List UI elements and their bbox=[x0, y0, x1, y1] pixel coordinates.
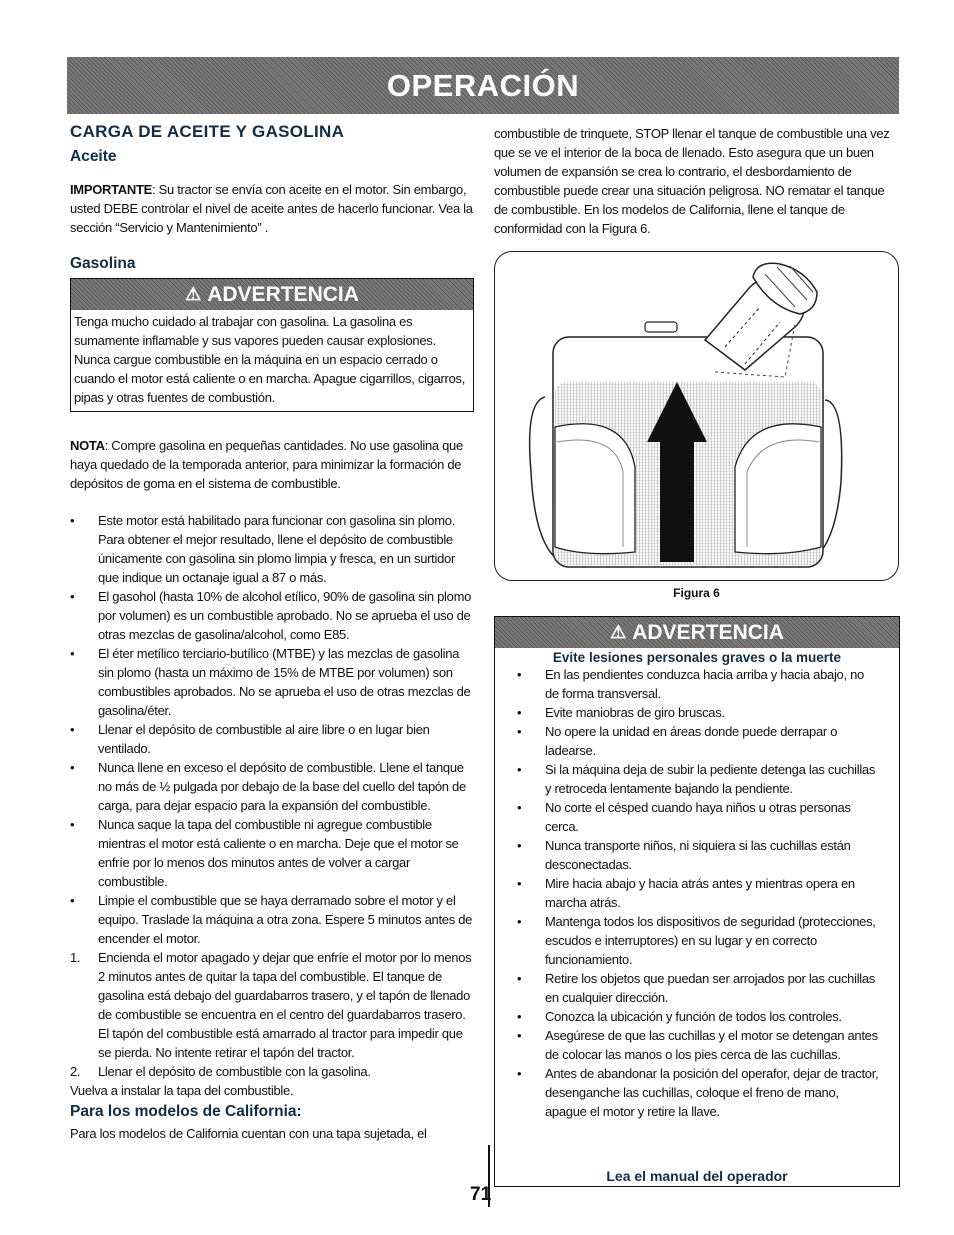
list-item: • Llenar el depósito de combustible al aire libre o en lugar bien ventilado. bbox=[70, 722, 430, 756]
list-item: • Asegúrese de que las cuchillas y el motor se detengan antes de colocar las manos o los pies cerca de las cuchillas. bbox=[517, 1028, 878, 1062]
nota-text: : Compre gasolina en pequeñas cantidades. No use gasolina que haya quedado de la temporada anterior, para minimizar la formación de depósitos de goma en el sistema de combustible. bbox=[70, 438, 463, 491]
warning-box-slopes bbox=[494, 616, 900, 1187]
nota-label: NOTA bbox=[70, 438, 105, 453]
aceite-title: Aceite bbox=[70, 148, 117, 165]
list-item: • No opere la unidad en áreas donde puede derrapar o ladearse. bbox=[517, 724, 838, 758]
importante-label: IMPORTANTE bbox=[70, 182, 152, 197]
list-item: • Retire los objetos que puedan ser arrojados por las cuchillas en cualquier dirección. bbox=[517, 971, 876, 1005]
section-title: CARGA DE ACEITE Y GASOLINA bbox=[70, 122, 345, 141]
warning-box-gasolina bbox=[70, 278, 474, 412]
fuel-tank-figure bbox=[494, 251, 899, 581]
warning-list bbox=[495, 665, 899, 1121]
list-item: • Antes de abandonar la posición del operafor, dejar de tractor, desenganche las cuchillas, coloque el freno de mano, apague el motor y retire la llave. bbox=[517, 1066, 879, 1119]
list-item: • Si la máquina deja de subir la pediente detenga las cuchillas y retroceda lentamente bajando la pendiente. bbox=[517, 762, 876, 796]
california-text: Para los modelos de California cuentan con una tapa sujetada, el bbox=[70, 1126, 427, 1141]
right-column bbox=[494, 124, 899, 238]
warning-label: ADVERTENCIA bbox=[632, 620, 784, 644]
warning-footer: Lea el manual del operador bbox=[606, 1168, 788, 1184]
warning-header bbox=[495, 617, 899, 648]
list-item: • El éter metílico terciario-butílico (MTBE) y las mezclas de gasolina sin plomo (hasta un máximo de 15% de MTBE por volumen) son combustibles aprobados. No se aprueba el uso de otras mezclas de gasolina/éter. bbox=[70, 646, 471, 718]
list-item: • Mantenga todos los dispositivos de seguridad (protecciones, escudos e interruptores) en su lugar y en correcto funcionamiento. bbox=[517, 914, 876, 967]
intro-paragraph: combustible de trinquete, STOP llenar el tanque de combustible una vez que se ve el interior de la boca de llenado. Esto asegura que un buen volumen de expansión se crea lo contrario, el desbordamiento de combustible puede crear una situación peligrosa. NO rematar el tanque de combustible. En los modelos de California, llene el tanque de conformidad con la Figura 6. bbox=[494, 126, 890, 236]
warning-icon: ⚠ bbox=[610, 622, 627, 642]
reinstall-text: Vuelva a instalar la tapa del combustible. bbox=[70, 1083, 294, 1098]
list-item: • Nunca saque la tapa del combustible ni agregue combustible mientras el motor está caliente o en marcha. Deje que el motor se enfríe por lo menos dos minutos antes de volver a cargar combustible. bbox=[70, 817, 459, 889]
list-item: • Limpie el combustible que se haya derramado sobre el motor y el equipo. Traslade la máquina a otra zona. Espere 5 minutos antes de encender el motor. bbox=[70, 893, 473, 946]
warning-header bbox=[71, 279, 473, 310]
nota-paragraph bbox=[70, 436, 475, 493]
page-number: 71 bbox=[470, 1184, 492, 1205]
list-item: • Nunca llene en exceso el depósito de combustible. Llene el tanque no más de ½ pulgada por debajo de la base del cuello del tapón de carga, para dejar espacio para la expansión del combustible. bbox=[70, 760, 466, 813]
warning-subhead: Evite lesiones personales graves o la muerte bbox=[552, 650, 842, 665]
importante-text: : Su tractor se envía con aceite en el motor. Sin embargo, usted DEBE controlar el nivel de aceite antes de hacerlo funcionar. Vea la sección “Servicio y Mantenimiento” . bbox=[70, 182, 473, 235]
gasoline-bullets bbox=[70, 511, 475, 1081]
left-column bbox=[70, 122, 475, 1143]
warning-label: ADVERTENCIA bbox=[207, 282, 359, 306]
fuel-tank-illustration bbox=[495, 252, 898, 580]
list-item: • Este motor está habilitado para funcionar con gasolina sin plomo. Para obtener el mejor resultado, llene el depósito de combustible únicamente con gasolina sin plomo limpia y fresca, en un surtidor que indique un octanaje igual a 87 o más. bbox=[70, 513, 455, 585]
page-title: OPERACIÓN bbox=[386, 67, 580, 103]
list-item: • Nunca transporte niños, ni siquiera si las cuchillas están desconectadas. bbox=[517, 838, 851, 872]
list-item: • No corte el césped cuando haya niños u otras personas cerca. bbox=[517, 800, 851, 834]
gasolina-title: Gasolina bbox=[70, 255, 136, 272]
step-item: 2. Llenar el depósito de combustible con la gasolina. bbox=[70, 1064, 371, 1079]
list-item: • Conozca la ubicación y función de todos los controles. bbox=[517, 1009, 842, 1024]
list-item: • Evite maniobras de giro bruscas. bbox=[517, 705, 725, 720]
list-item: • El gasohol (hasta 10% de alcohol etílico, 90% de gasolina sin plomo por volumen) es un combustible aprobado. No se aprueba el uso de otras mezclas de gasolina/alcohol, como E85. bbox=[70, 589, 472, 642]
list-item: • Mire hacia abajo y hacia atrás antes y mientras opera en marcha atrás. bbox=[517, 876, 855, 910]
importante-paragraph bbox=[70, 180, 475, 237]
header-bar bbox=[67, 57, 899, 114]
california-title: Para los modelos de California: bbox=[70, 1103, 302, 1120]
list-item: • En las pendientes conduzca hacia arriba y hacia abajo, no de forma transversal. bbox=[517, 667, 864, 701]
figure-caption: Figura 6 bbox=[673, 586, 720, 600]
warning-text: Tenga mucho cuidado al trabajar con gasolina. La gasolina es sumamente inflamable y sus vapores pueden causar explosiones. Nunca cargue combustible en la máquina en un espacio cerrado o cuando el motor está caliente o en marcha. Apague cigarrillos, cigarros, pipas y otras fuentes de combustión. bbox=[74, 314, 466, 405]
warning-icon: ⚠ bbox=[185, 284, 202, 304]
step-item: 1. Encienda el motor apagado y dejar que enfríe el motor por lo menos 2 minutos antes de quitar la tapa del combustible. El tanque de gasolina está debajo del guardabarros trasero, y el tapón de llenado de combustible se encuentra en el centro del guardabarros trasero. El tapón del combustible está amarrado al tractor para impedir que se pierda. No intente retirar el tapón del tractor. bbox=[70, 950, 472, 1060]
